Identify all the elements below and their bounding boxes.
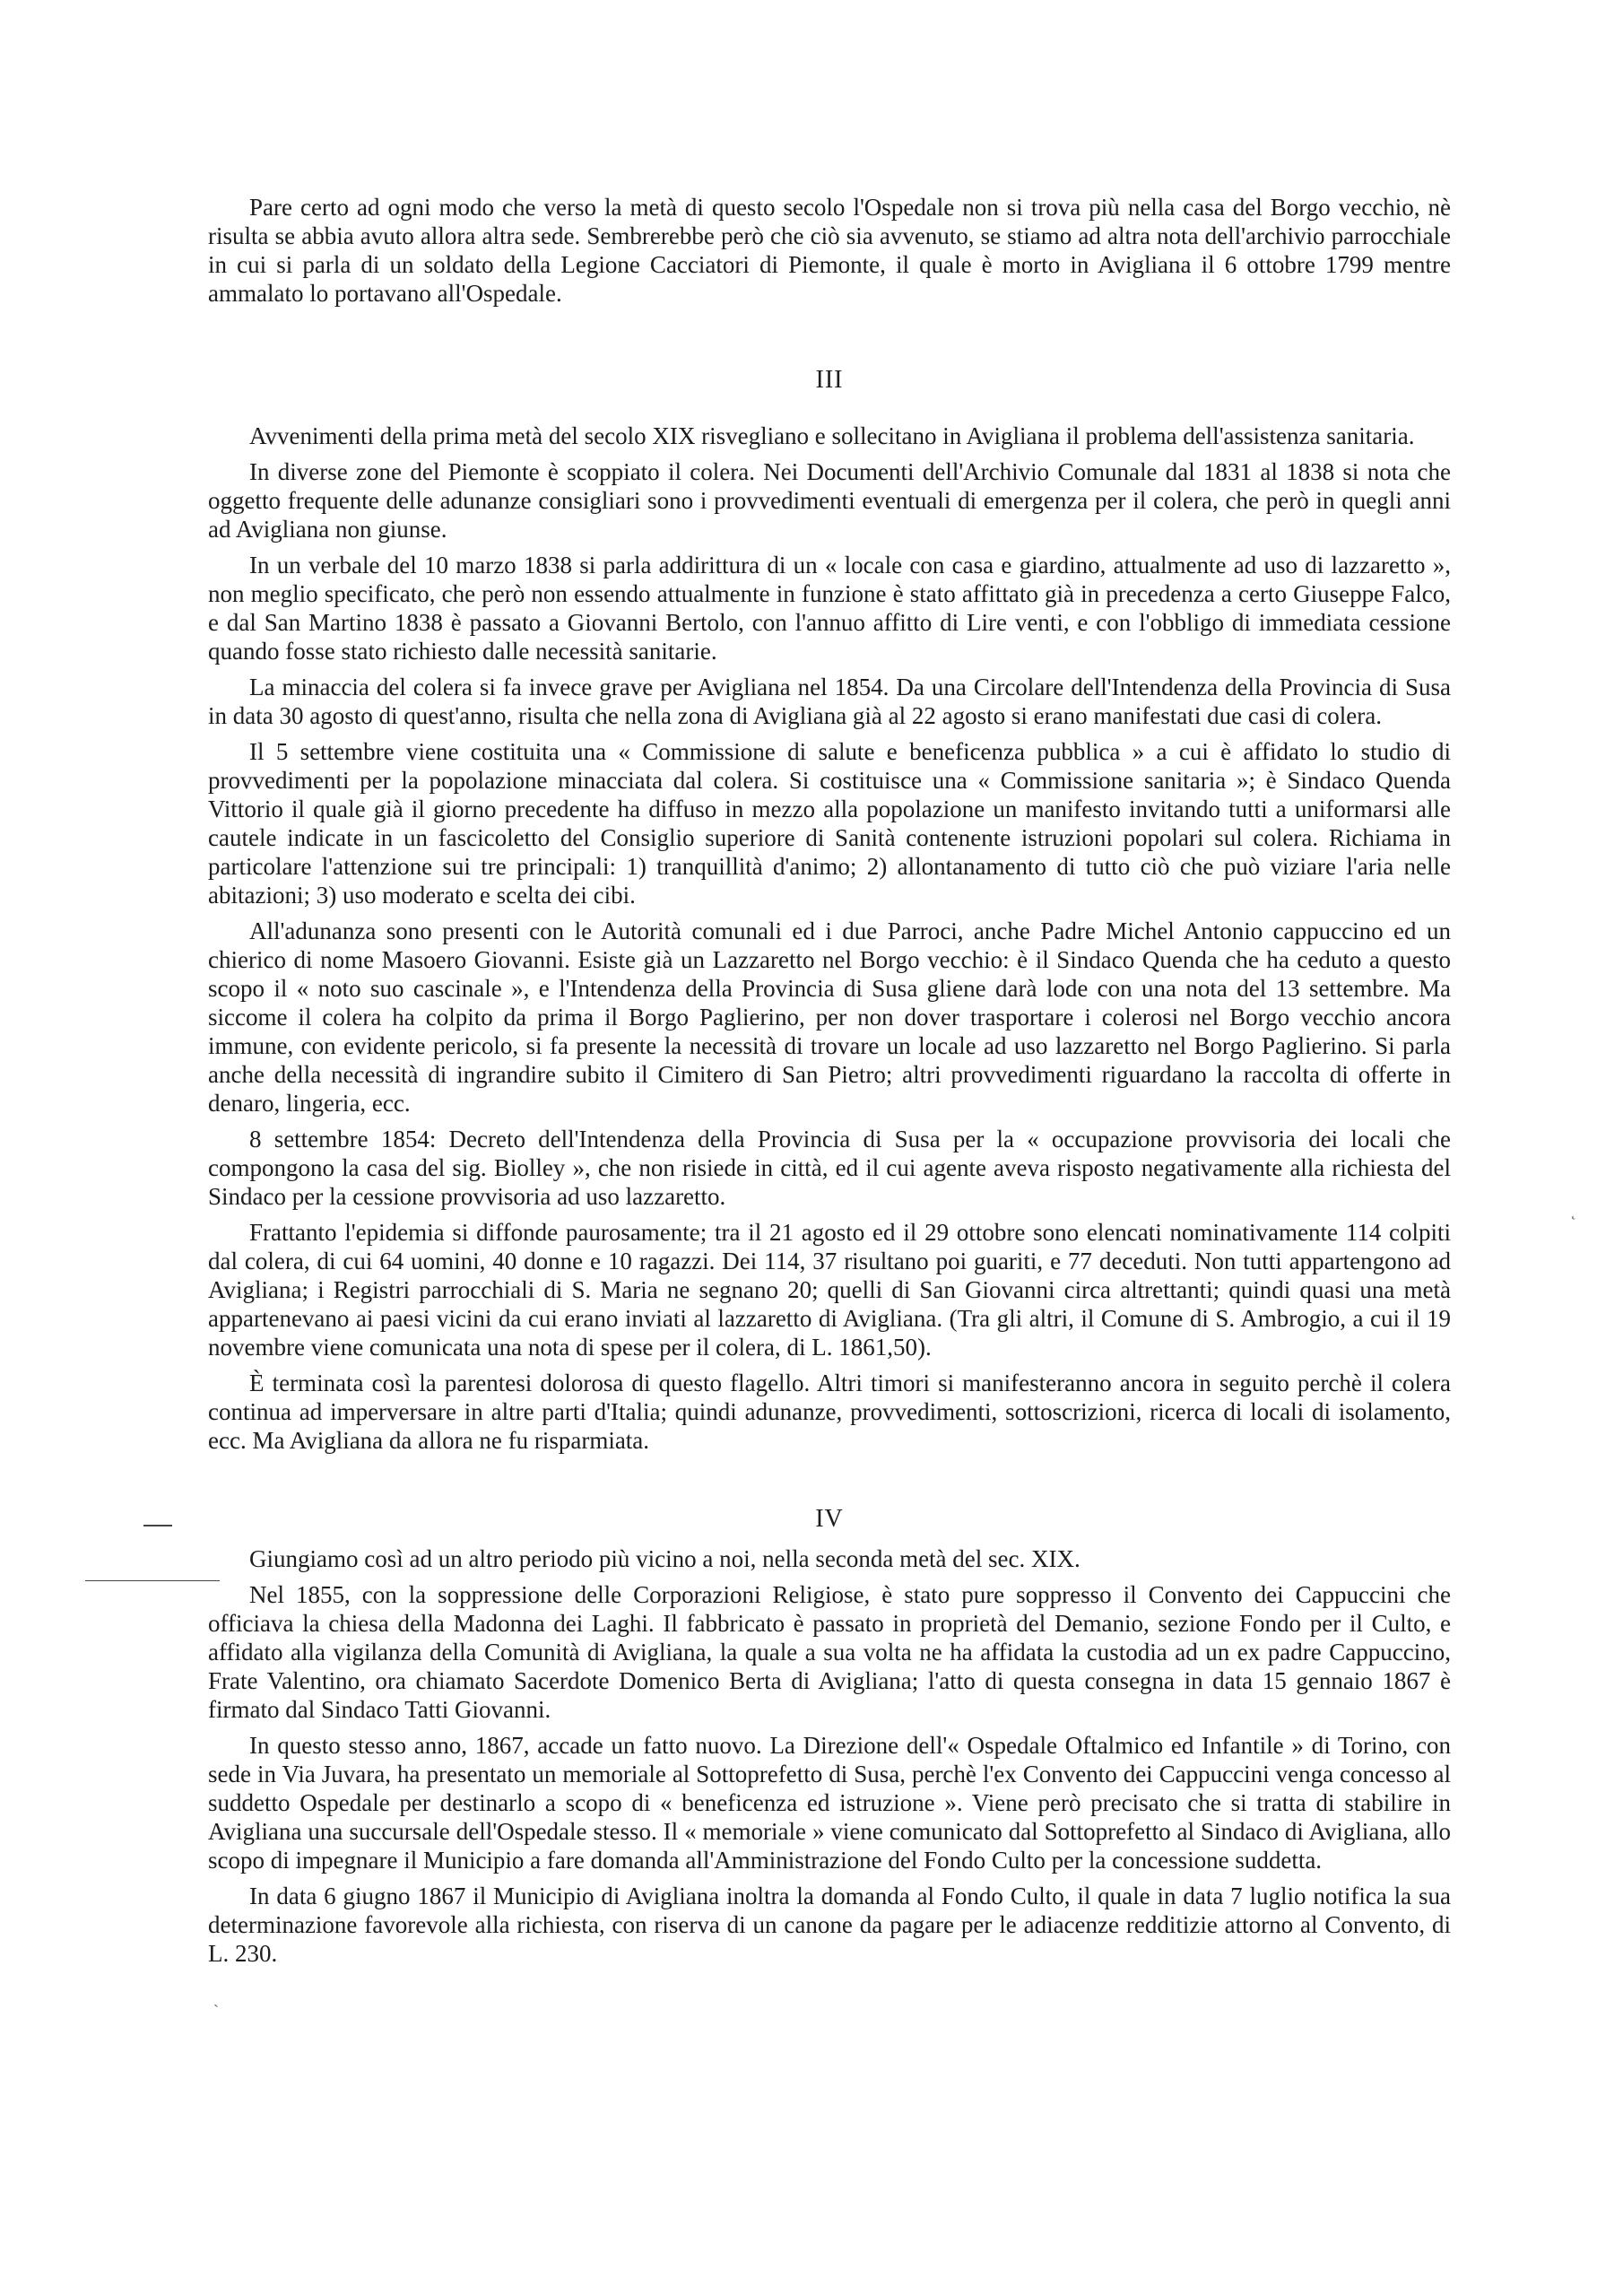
paragraph: 8 settembre 1854: Decreto dell'Intendenza della Provincia di Susa per la « occupazione provvisoria dei locali che compongono la casa del sig. Biolley », che non risiede in città, ed il cui agente aveva risposto negativamente alla richiesta del Sindaco per la cessione provvisoria ad uso lazzaretto. — [208, 1126, 1451, 1210]
paragraph: Nel 1855, con la soppressione delle Corporazioni Religiose, è stato pure soppresso il Convento dei Cappuccini che officiava la chiesa della Madonna dei Laghi. Il fabbricato è passato in proprietà del Demanio, sezione Fondo per il Culto, e affidato alla vigilanza della Comunità di Avigliana, la quale a sua volta ne ha affidata la custodia ad un ex padre Cappuccino, Frate Valentino, ora chiamato Sacerdote Domenico Berta di Avigliana; l'atto di questa consegna in data 15 gennaio 1867 è firmato dal Sindaco Tatti Giovanni. — [208, 1581, 1451, 1723]
section-iv-body — [208, 1544, 1451, 1975]
margin-speck: ˛ — [1571, 1202, 1576, 1220]
section-heading-iii: III — [815, 366, 844, 394]
margin-pen-mark — [85, 1580, 220, 1581]
paragraph: Avvenimenti della prima metà del secolo XIX risvegliano e sollecitano in Avigliana il problema dell'assistenza sanitaria. — [249, 422, 1415, 449]
margin-speck: ˏ — [213, 1989, 219, 2007]
margin-pen-mark — [143, 1525, 172, 1526]
paragraph: Frattanto l'epidemia si diffonde paurosamente; tra il 21 agosto ed il 29 ottobre sono elencati nominativamente 114 colpiti dal colera, di cui 64 uomini, 40 donne e 10 ragazzi. Dei 114, 37 risultano poi guariti, e 77 deceduti. Non tutti appartengono ad Avigliana; i Registri parrocchiali di S. Maria ne segnano 20; quelli di San Giovanni circa altrettanti; quindi quasi una metà appartenevano ai paesi vicini da cui erano inviati al lazzaretto di Avigliana. (Tra gli altri, il Comune di S. Ambrogio, a cui il 19 novembre viene comunicata una nota di spese per il colera, di L. 1861,50). — [208, 1219, 1451, 1361]
paragraph: Pare certo ad ogni modo che verso la metà di questo secolo l'Ospedale non si trova più nella casa del Borgo vecchio, nè risulta se abbia avuto allora altra sede. Sembrerebbe però che ciò sia avvenuto, se stiamo ad altra nota dell'archivio parrocchiale in cui si parla di un soldato della Legione Cacciatori di Piemonte, il quale è morto in Avigliana il 6 ottobre 1799 mentre ammalato lo portavano all'Ospedale. — [208, 194, 1451, 307]
paragraph: È terminata così la parentesi dolorosa di questo flagello. Altri timori si manifesteranno ancora in seguito perchè il colera continua ad imperversare in altre parti d'Italia; quindi adunanze, provvedimenti, sottoscrizioni, ricerca di locali di isolamento, ecc. Ma Avigliana da allora ne fu risparmiata. — [208, 1370, 1451, 1454]
paragraph: Il 5 settembre viene costituita una « Commissione di salute e beneficenza pubblica » a cui è affidato lo studio di provvedimenti per la popolazione minacciata dal colera. Si costituisce una « Commissione sanitaria »; è Sindaco Quenda Vittorio il quale già il giorno precedente ha diffuso in mezzo alla popolazione un manifesto invitando tutti a uniformarsi alle cautele indicate in un fascicoletto del Consiglio superiore di Sanità contenente istruzioni popolari sul colera. Richiama in particolare l'attenzione sui tre principali: 1) tranquillità d'animo; 2) allontanamento di tutto ciò che può viziare l'aria nelle abitazioni; 3) uso moderato e scelta dei cibi. — [208, 738, 1451, 909]
intro-section — [208, 193, 1451, 315]
paragraph: In questo stesso anno, 1867, accade un fatto nuovo. La Direzione dell'« Ospedale Oftalmico ed Infantile » di Torino, con sede in Via Juvara, ha presentato un memoriale al Sottoprefetto di Susa, perchè l'ex Convento dei Cappuccini venga concesso al suddetto Ospedale per destinarlo a scopo di « beneficenza ed istruzione ». Viene però precisato che si tratta di stabilire in Avigliana una succursale dell'Ospedale stesso. Il « memoriale » viene comunicato dal Sottoprefetto al Sindaco di Avigliana, allo scopo di impegnare il Municipio a fare domanda all'Amministrazione del Fondo Culto per la concessione suddetta. — [208, 1732, 1451, 1874]
paragraph: In data 6 giugno 1867 il Municipio di Avigliana inoltra la domanda al Fondo Culto, il quale in data 7 luglio notifica la sua determinazione favorevole alla richiesta, con riserva di un canone da pagare per le adiacenze redditizie attorno al Convento, di L. 230. — [208, 1883, 1451, 1967]
paragraph: In diverse zone del Piemonte è scoppiato il colera. Nei Documenti dell'Archivio Comunale dal 1831 al 1838 si nota che oggetto frequente delle adunanze consigliari sono i provvedimenti eventuali di emergenza per il colera, che però in quegli anni ad Avigliana non giunse. — [208, 458, 1451, 543]
paragraph: Giungiamo così ad un altro periodo più vicino a noi, nella seconda metà del sec. XIX. — [249, 1545, 1081, 1572]
paragraph: All'adunanza sono presenti con le Autorità comunali ed i due Parroci, anche Padre Michel Antonio cappuccino ed un chierico di nome Masoero Giovanni. Esiste già un Lazzaretto nel Borgo vecchio: è il Sindaco Quenda che ha ceduto a questo scopo il « noto suo cascinale », e l'Intendenza della Provincia di Susa gliene darà lode con una nota del 13 settembre. Ma siccome il colera ha colpito da prima il Borgo Paglierino, per non dover trasportare i colerosi nel Borgo vecchio ancora immune, con evidente pericolo, si fa presente la necessità di trovare un locale ad uso lazzaretto nel Borgo Paglierino. Si parla anche della necessità di ingrandire subito il Cimitero di San Pietro; altri provvedimenti riguardano la raccolta di offerte in denaro, lingeria, ecc. — [208, 918, 1451, 1117]
paragraph: In un verbale del 10 marzo 1838 si parla addirittura di un « locale con casa e giardino, attualmente ad uso di lazzaretto », non meglio specificato, che però non essendo attualmente in funzione è stato affittato già in precedenza a certo Giuseppe Falco, e dal San Martino 1838 è passato a Giovanni Bertolo, con l'annuo affitto di Lire venti, e con l'obbligo di immediata cessione quando fosse stato richiesto dalle necessità sanitarie. — [208, 552, 1451, 665]
paragraph: La minaccia del colera si fa invece grave per Avigliana nel 1854. Da una Circolare dell'Intendenza della Provincia di Susa in data 30 agosto di quest'anno, risulta che nella zona di Avigliana già al 22 agosto si erano manifestati due casi di colera. — [208, 674, 1451, 729]
section-iii-body — [208, 422, 1451, 1462]
section-heading-iv: IV — [815, 1505, 844, 1533]
